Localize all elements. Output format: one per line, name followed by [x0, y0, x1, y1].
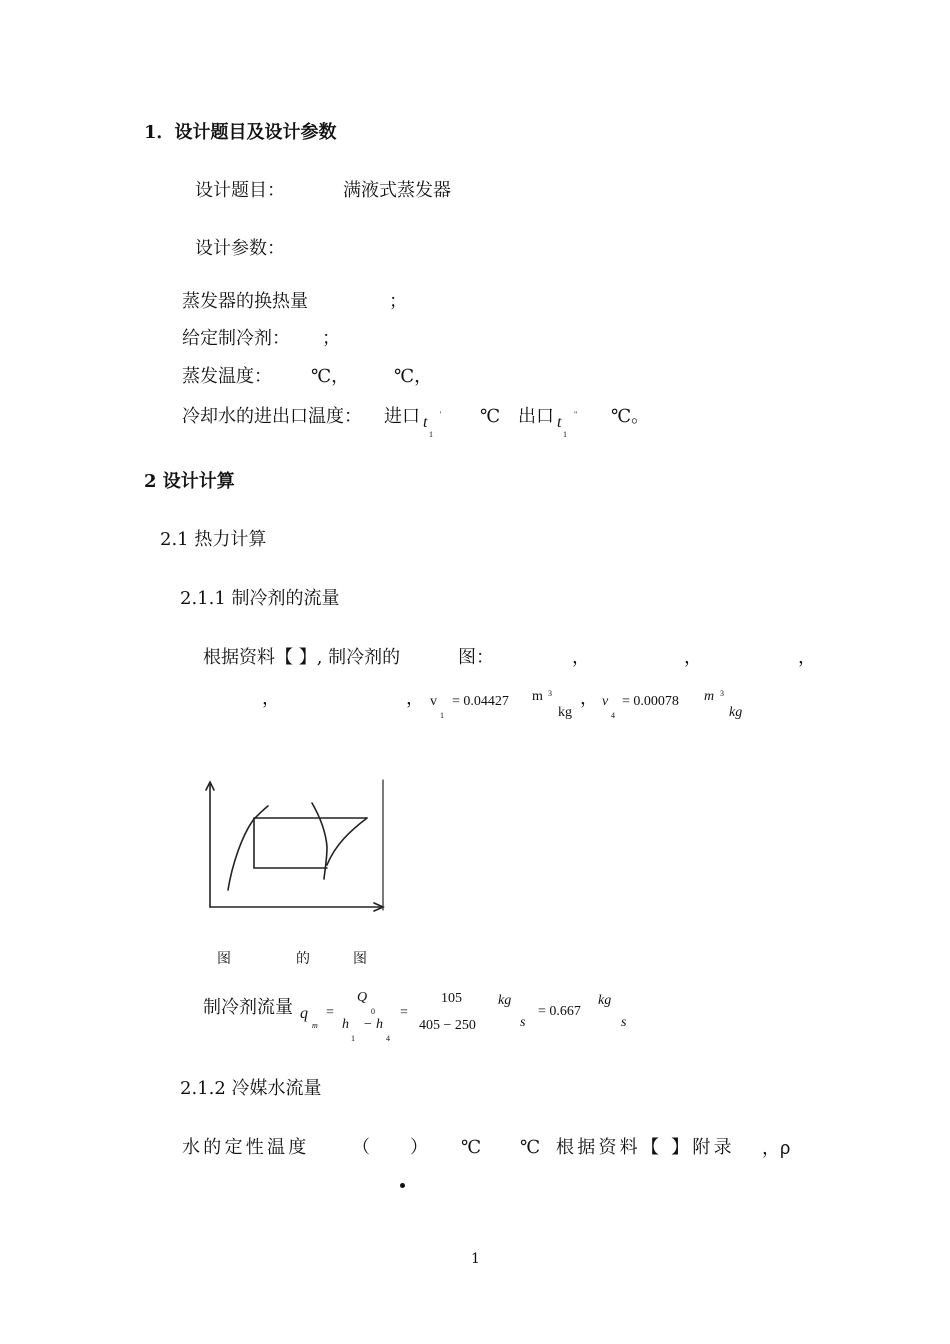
v4-unit-kg: kg	[729, 705, 743, 720]
topic-value: 满液式蒸发器	[343, 180, 451, 201]
bullet-dot	[400, 1183, 405, 1188]
refrigerant-para-diagram: 图：	[458, 647, 494, 668]
refrigerant-semicolon: ；	[322, 328, 340, 349]
figure-caption-1: 图	[217, 951, 231, 967]
section-1-heading: 1．设计题目及设计参数	[144, 122, 337, 143]
section-2-heading: 2 设计计算	[144, 471, 235, 492]
outlet-t-symbol: t	[557, 414, 562, 431]
outlet-t-prime: "	[574, 410, 578, 419]
params-label: 设计参数：	[195, 238, 285, 259]
Q-symbol: Q	[357, 990, 368, 1005]
evap-temp-unit-1: ℃，	[311, 366, 350, 387]
cycle-left-bottom-lines	[254, 818, 327, 868]
equals-sign-1: =	[326, 1005, 334, 1020]
outlet-unit: ℃。	[611, 406, 650, 427]
refrigerant-para-start: 根据资料【 】, 制冷剂的	[203, 647, 401, 668]
v1-unit-kg: kg	[558, 705, 572, 720]
v1-symbol: v	[430, 694, 437, 709]
h4-symbol: − h	[363, 1017, 383, 1032]
v1-subscript: 1	[440, 711, 444, 720]
figure-caption-3: 图	[353, 951, 367, 967]
q-subscript: m	[312, 1021, 318, 1030]
para-comma: ，	[406, 688, 424, 709]
flow-label: 制冷剂流量	[203, 997, 293, 1018]
topic-label: 设计题目：	[195, 180, 285, 201]
heat-load-label: 蒸发器的换热量	[182, 291, 308, 312]
unit-s-2: s	[621, 1015, 627, 1030]
water-reference-text: 根据资料【 】附录	[556, 1137, 735, 1158]
flow-result: = 0.667	[538, 1004, 581, 1019]
evap-temp-label: 蒸发温度：	[182, 366, 272, 387]
inlet-t-sub: 1	[429, 430, 433, 439]
para-comma: ，	[580, 688, 598, 709]
outlet-t-sub: 1	[563, 430, 567, 439]
evap-temp-unit-2: ℃，	[394, 366, 433, 387]
inlet-t-prime: '	[440, 410, 442, 419]
inlet-unit: ℃	[480, 406, 501, 427]
water-unit-1: ℃	[461, 1137, 482, 1158]
para-comma: ，	[262, 688, 280, 709]
unit-s-1: s	[520, 1015, 526, 1030]
h1-subscript: 1	[351, 1034, 355, 1043]
unit-kg-2: kg	[598, 993, 612, 1008]
water-unit-2: ℃	[520, 1137, 541, 1158]
v1-value: = 0.04427	[452, 694, 509, 709]
equals-sign-2: =	[400, 1005, 408, 1020]
water-rho: ，ρ	[762, 1138, 791, 1158]
section-2-1-1-heading: 2.1.1 制冷剂的流量	[180, 588, 340, 609]
p-h-diagram	[200, 775, 390, 915]
water-temp-label: 冷却水的进出口温度：	[182, 406, 362, 427]
q-symbol: q	[300, 1005, 308, 1022]
fraction-denominator: 405 − 250	[419, 1018, 476, 1033]
h1-symbol: h	[342, 1017, 349, 1032]
superheat-curve	[327, 818, 367, 865]
inlet-t-symbol: t	[423, 414, 428, 431]
unit-kg-1: kg	[498, 993, 512, 1008]
fraction-numerator: 105	[441, 991, 462, 1006]
heat-load-semicolon: ；	[389, 291, 407, 312]
section-2-1-2-heading: 2.1.2 冷媒水流量	[180, 1078, 322, 1099]
paren-close: ）	[410, 1137, 428, 1158]
v4-unit-exp: 3	[720, 689, 724, 698]
Q-subscript: 0	[371, 1007, 375, 1016]
water-temp-text: 水的定性温度	[182, 1137, 310, 1158]
section-2-1-heading: 2.1 热力计算	[160, 529, 267, 550]
para-comma: ，	[798, 647, 816, 668]
v4-symbol: v	[602, 694, 609, 709]
refrigerant-label: 给定制冷剂：	[182, 328, 290, 349]
h4-subscript: 4	[386, 1034, 390, 1043]
v4-value: = 0.00078	[622, 694, 679, 709]
v4-subscript: 4	[611, 711, 615, 720]
v1-unit-exp: 3	[548, 689, 552, 698]
para-comma: ，	[572, 647, 590, 668]
v4-unit-m: m	[704, 689, 715, 704]
outlet-label: 出口	[518, 406, 554, 427]
figure-caption-2: 的	[296, 951, 310, 967]
v1-unit-m: m	[532, 689, 543, 704]
para-comma: ，	[684, 647, 702, 668]
page-number: 1	[471, 1251, 480, 1267]
paren-open: （	[352, 1137, 370, 1158]
inlet-label: 进口	[384, 406, 420, 427]
